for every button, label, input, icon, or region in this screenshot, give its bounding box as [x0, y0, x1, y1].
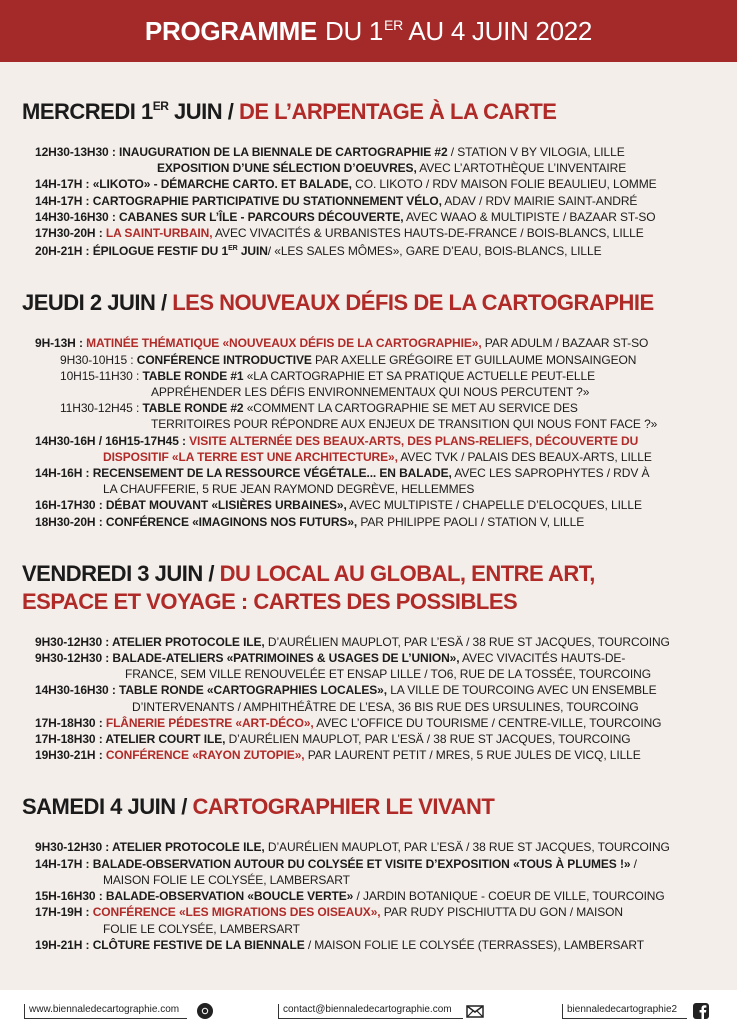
- facebook-icon: [692, 1002, 710, 1020]
- event-row: 10H15-11H30 : TABLE RONDE #1 «LA CARTOGRAPHIE ET SA PRATIQUE ACTUELLE PEUT-ELLE APPRÉHENDER LES DÉFIS ENVIRONNEMENTAUX QUI NOUS PERCUTENT ?»: [60, 368, 595, 400]
- event-row: 9H30-12H30 : BALADE-ATELIERS «PATRIMOINES & USAGES DE L’UNION», AVEC VIVACITÉS HAUTS-DE- FRANCE, SEM VILLE RENOUVELÉE ET ENSAP LILLE / TO6, RUE DE LA TOSSÉE, TOURCOING: [35, 651, 651, 682]
- event-row: EXPOSITION D’UNE SÉLECTION D’OEUVRES, AVEC L’ARTOTHÈQUE L’INVENTAIRE: [157, 161, 627, 176]
- event-row: 9H30-12H30 : ATELIER PROTOCOLE ILE, D’AURÉLIEN MAUPLOT, PAR L’ESÄ / 38 RUE ST JACQUES, TOURCOING: [35, 840, 670, 855]
- header-dates: DU 1ER AU 4 JUIN 2022: [325, 15, 593, 46]
- header-programme: PROGRAMME: [144, 15, 317, 46]
- programme-content: [22, 62, 722, 953]
- event-row: 9H30-10H15 : CONFÉRENCE INTRODUCTIVE PAR AXELLE GRÉGOIRE ET GUILLAUME MONSAINGEON: [60, 352, 637, 367]
- event-row: 9H-13H : MATINÉE THÉMATIQUE «NOUVEAUX DÉFIS DE LA CARTOGRAPHIE», PAR ADULM / BAZAAR ST-SO: [35, 336, 649, 351]
- event-row: 14H-17H : BALADE-OBSERVATION AUTOUR DU COLYSÉE ET VISITE D’EXPOSITION «TOUS À PLUMES !» / MAISON FOLIE LE COLYSÉE, LAMBERSART: [35, 856, 637, 887]
- website-link[interactable]: www.biennaledecartographie.com: [24, 1004, 187, 1019]
- event-row: 19H-21H : CLÔTURE FESTIVE DE LA BIENNALE / MAISON FOLIE LE COLYSÉE (TERRASSES), LAMBERSART: [35, 937, 644, 952]
- day-title-jeudi: JEUDI 2 JUIN / LES NOUVEAUX DÉFIS DE LA CARTOGRAPHIE: [22, 290, 654, 316]
- day-theme: LES NOUVEAUX DÉFIS DE LA CARTOGRAPHIE: [172, 290, 654, 316]
- day-theme: DU LOCAL AU GLOBAL, ENTRE ART,: [219, 560, 595, 586]
- event-row: 14H30-16H30 : CABANES SUR L’ÎLE - PARCOURS DÉCOUVERTE, AVEC WAAO & MULTIPISTE / BAZAAR ST-SO: [35, 209, 656, 224]
- facebook-link[interactable]: biennaledecartographie2: [562, 1004, 687, 1019]
- day-title-samedi: SAMEDI 4 JUIN / CARTOGRAPHIER LE VIVANT: [22, 794, 495, 820]
- event-row: 15H-16H30 : BALADE-OBSERVATION «BOUCLE VERTE» / JARDIN BOTANIQUE - COEUR DE VILLE, TOURCOING: [35, 889, 665, 904]
- event-row: 11H30-12H45 : TABLE RONDE #2 «COMMENT LA CARTOGRAPHIE SE MET AU SERVICE DES TERRITOIRES POUR RÉPONDRE AUX ENJEUX DE TRANSITION QUI NOUS FONT FACE ?»: [60, 401, 658, 432]
- day-title-mercredi: MERCREDI 1ER JUIN / DE L’ARPENTAGE À LA CARTE: [22, 99, 557, 124]
- event-row: 20H-21H : ÉPILOGUE FESTIF DU 1ER JUIN/ «LES SALES MÔMES», GARE D’EAU, BOIS-BLANCS, LILLE: [35, 244, 602, 259]
- day-theme-line2: ESPACE ET VOYAGE : CARTES DES POSSIBLES: [22, 588, 518, 614]
- day-theme: CARTOGRAPHIER LE VIVANT: [192, 794, 495, 820]
- email-link[interactable]: contact@biennaledecartographie.com: [278, 1004, 463, 1019]
- footer: [0, 990, 737, 1024]
- event-row: 19H30-21H : CONFÉRENCE «RAYON ZUTOPIE», PAR LAURENT PETIT / MRES, 5 RUE JULES DE VICQ, LILLE: [35, 748, 641, 763]
- event-row: 9H30-12H30 : ATELIER PROTOCOLE ILE, D’AURÉLIEN MAUPLOT, PAR L’ESÄ / 38 RUE ST JACQUES, TOURCOING: [35, 634, 670, 649]
- event-row: 14H30-16H30 : TABLE RONDE «CARTOGRAPHIES LOCALES», LA VILLE DE TOURCOING AVEC UN ENSEMBLE D’INTERVENANTS / AMPHITHÉÂTRE DE L’ESA, 36 BIS RUE DES URSULINES, TOURCOING: [35, 683, 657, 714]
- day-title-vendredi: VENDREDI 3 JUIN / DU LOCAL AU GLOBAL, ENTRE ART, ESPACE ET VOYAGE : CARTES DES POSSIBLES: [22, 560, 595, 614]
- day-events-mercredi: [22, 144, 722, 259]
- event-row: 14H-16H : RECENSEMENT DE LA RESSOURCE VÉGÉTALE... EN BALADE, AVEC LES SAPROPHYTES / RDV À LA CHAUFFERIE, 5 RUE JEAN RAYMOND DEGRÈVE, HELLEMMES: [35, 466, 650, 497]
- event-row: 14H30-16H / 16H15-17H45 : VISITE ALTERNÉE DES BEAUX-ARTS, DES PLANS-RELIEFS, DÉCOUVERTE DU DISPOSITIF «LA TERRE EST UNE ARCHITECTURE», AVEC TVK / PALAIS DES BEAUX-ARTS, LILLE: [35, 433, 652, 464]
- day-events-vendredi: [22, 634, 722, 764]
- day-events-jeudi: [22, 335, 722, 529]
- day-theme: DE L’ARPENTAGE À LA CARTE: [238, 99, 557, 124]
- event-row: 17H-18H30 : FLÂNERIE PÉDESTRE «ART-DÉCO», AVEC L’OFFICE DU TOURISME / CENTRE-VILLE, TOURCOING: [35, 715, 662, 730]
- event-row: 17H-19H : CONFÉRENCE «LES MIGRATIONS DES OISEAUX», PAR RUDY PISCHIUTTA DU GON / MAISON FOLIE LE COLYSÉE, LAMBERSART: [35, 905, 623, 936]
- browser-icon: [196, 1002, 214, 1020]
- event-row: 14H-17H : «LIKOTO» - DÉMARCHE CARTO. ET BALADE, CO. LIKOTO / RDV MAISON FOLIE BEAULIEU, LOMME: [35, 177, 657, 192]
- event-row: 18H30-20H : CONFÉRENCE «IMAGINONS NOS FUTURS», PAR PHILIPPE PAOLI / STATION V, LILLE: [35, 514, 585, 529]
- mail-icon: [466, 1002, 484, 1020]
- event-row: 17H-18H30 : ATELIER COURT ILE, D’AURÉLIEN MAUPLOT, PAR L’ESÄ / 38 RUE ST JACQUES, TOURCOING: [35, 732, 631, 747]
- header-banner: [0, 0, 737, 62]
- day-events-samedi: [22, 839, 722, 952]
- event-row: 16H-17H30 : DÉBAT MOUVANT «LISIÈRES URBAINES», AVEC MULTIPISTE / CHAPELLE D’ELOCQUES, LILLE: [35, 498, 642, 513]
- event-row: 12H30-13H30 : INAUGURATION DE LA BIENNALE DE CARTOGRAPHIE #2 / STATION V BY VILOGIA, LILLE: [35, 145, 625, 159]
- event-row: 14H-17H : CARTOGRAPHIE PARTICIPATIVE DU STATIONNEMENT VÉLO, ADAV / RDV MAIRIE SAINT-ANDRÉ: [35, 193, 638, 208]
- event-row: 17H30-20H : LA SAINT-URBAIN, AVEC VIVACITÉS & URBANISTES HAUTS-DE-FRANCE / BOIS-BLANCS, LILLE: [35, 226, 644, 241]
